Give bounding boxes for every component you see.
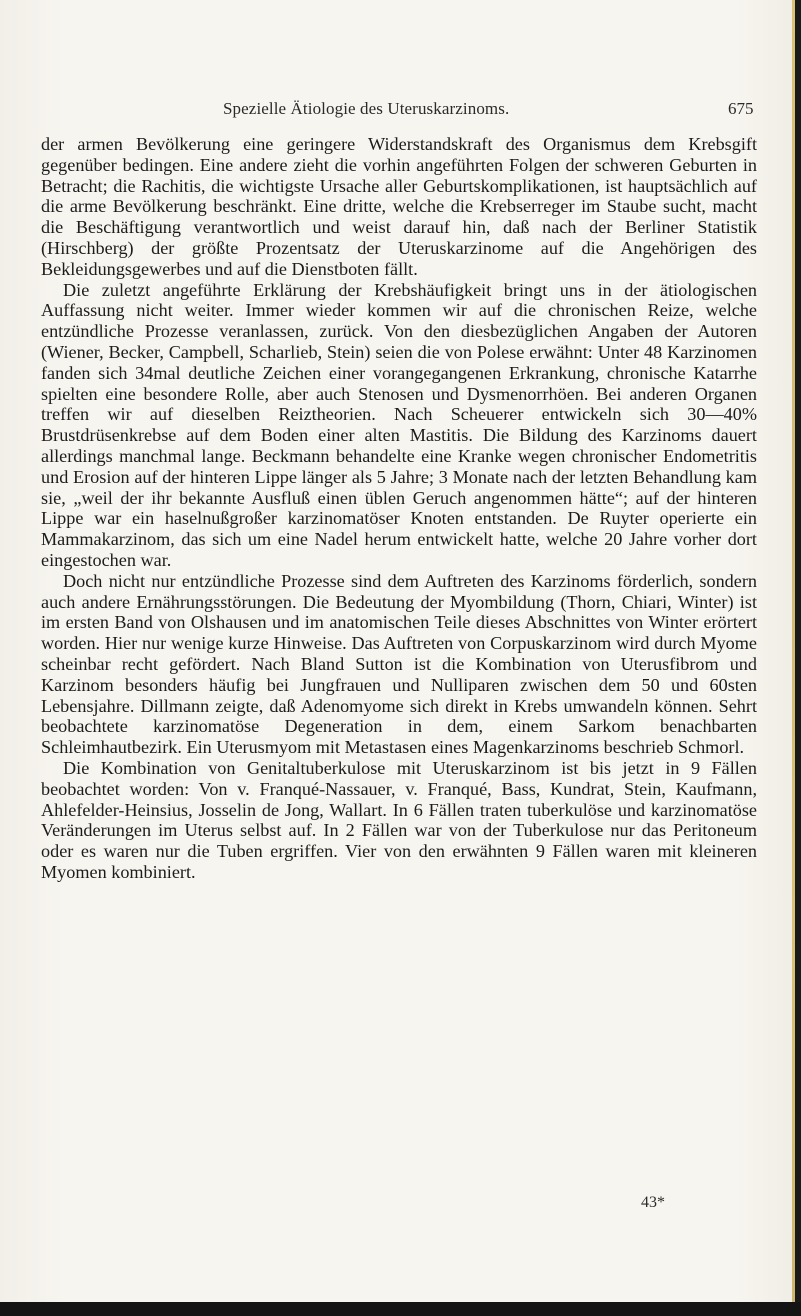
signature-mark: 43* xyxy=(641,1194,665,1211)
paragraph: Die zuletzt angeführte Erklärung der Krebshäufigkeit bringt uns in der ätiologischen Auffassung nicht weiter. Immer wieder kommen wir auf die chronischen Reize, welche entzündliche Prozesse veranlassen, zurück. Von den diesbezüglichen Angaben der Autoren (Wiener, Becker, Campbell, Scharlieb, Stein) seien die von Polese erwähnt: Unter 48 Karzinomen fanden sich 34mal deutliche Zeichen einer vorangegangenen Erkrankung, chronische Katarrhe spielten eine besondere Rolle, aber auch Stenosen und Dysmenorrhöen. Bei anderen Organen treffen wir auf dieselben Reiztheorien. Nach Scheuerer entwickeln sich 30—40% Brustdrüsenkrebse auf dem Boden einer alten Mastitis. Die Bildung des Karzinoms dauert allerdings manchmal lange. Beckmann behandelte eine Kranke wegen chronischer Endometritis und Erosion auf der hinteren Lippe länger als 5 Jahre; 3 Monate nach der letzten Behandlung kam sie, „weil der ihr bekannte Ausfluß einen üblen Geruch angenommen hätte“; auf der hinteren Lippe war ein haselnußgroßer karzinomatöser Knoten entstanden. De Ruyter operierte ein Mammakarzinom, das sich um eine Nadel herum entwickelt hatte, welche 20 Jahre vorher dort eingestochen war. xyxy=(41,279,757,570)
paragraph: Die Kombination von Genitaltuberkulose mit Uteruskarzinom ist bis jetzt in 9 Fällen beobachtet worden: Von v. Franqué-Nassauer, v. Franqué, Bass, Kundrat, Stein, Kaufmann, Ahlefelder-Heinsius, Josselin de Jong, Wallart. In 6 Fällen traten tuberkulöse und karzinomatöse Veränderungen im Uterus selbst auf. In 2 Fällen war von der Tuberkulose nur das Peritoneum oder es waren nur die Tuben ergriffen. Vier von den erwähnten 9 Fällen waren mit kleineren Myomen kombiniert. xyxy=(41,757,757,882)
paragraph: Doch nicht nur entzündliche Prozesse sind dem Auftreten des Karzinoms förderlich, sondern auch andere Ernährungsstörungen. Die Bedeutung der Myombildung (Thorn, Chiari, Winter) ist im ersten Band von Olshausen und im anatomischen Teile dieses Abschnittes von Winter erörtert worden. Hier nur wenige kurze Hinweise. Das Auftreten von Corpuskarzinom wird durch Myome scheinbar recht gefördert. Nach Bland Sutton ist die Kombination von Uterusfibrom und Karzinom besonders häufig bei Jungfrauen und Nulliparen zwischen dem 50 und 60sten Lebensjahre. Dillmann zeigte, daß Adenomyome sich direkt in Krebs umwandeln können. Sehrt beobachtete karzinomatöse Degeneration in dem, einem Sarkom benachbarten Schleimhautbezirk. Ein Uterusmyom mit Metastasen eines Magenkarzinoms beschrieb Schmorl. xyxy=(41,570,757,758)
running-title: Spezielle Ätiologie des Uteruskarzinoms. xyxy=(223,99,510,118)
scan-bottom-edge xyxy=(0,1302,801,1316)
page-number: 675 xyxy=(728,99,754,118)
paragraph: der armen Bevölkerung eine geringere Widerstandskraft des Organismus dem Krebsgift gegenüber bedingen. Eine andere zieht die vorhin angeführten Folgen der schweren Geburten in Betracht; die Rachitis, die wichtigste Ursache aller Geburtskomplikationen, ist hauptsächlich auf die arme Bevölkerung beschränkt. Eine dritte, welche die Krebserreger im Staube sucht, macht die Beschäftigung verantwortlich und weist darauf hin, daß nach der Berliner Statistik (Hirschberg) der größte Prozentsatz der Uteruskarzinome auf die Angehörigen des Bekleidungsgewerbes und auf die Dienstboten fällt. xyxy=(41,134,757,279)
book-spine-edge xyxy=(795,0,801,1316)
body-text xyxy=(41,134,757,883)
page-header xyxy=(0,99,801,121)
